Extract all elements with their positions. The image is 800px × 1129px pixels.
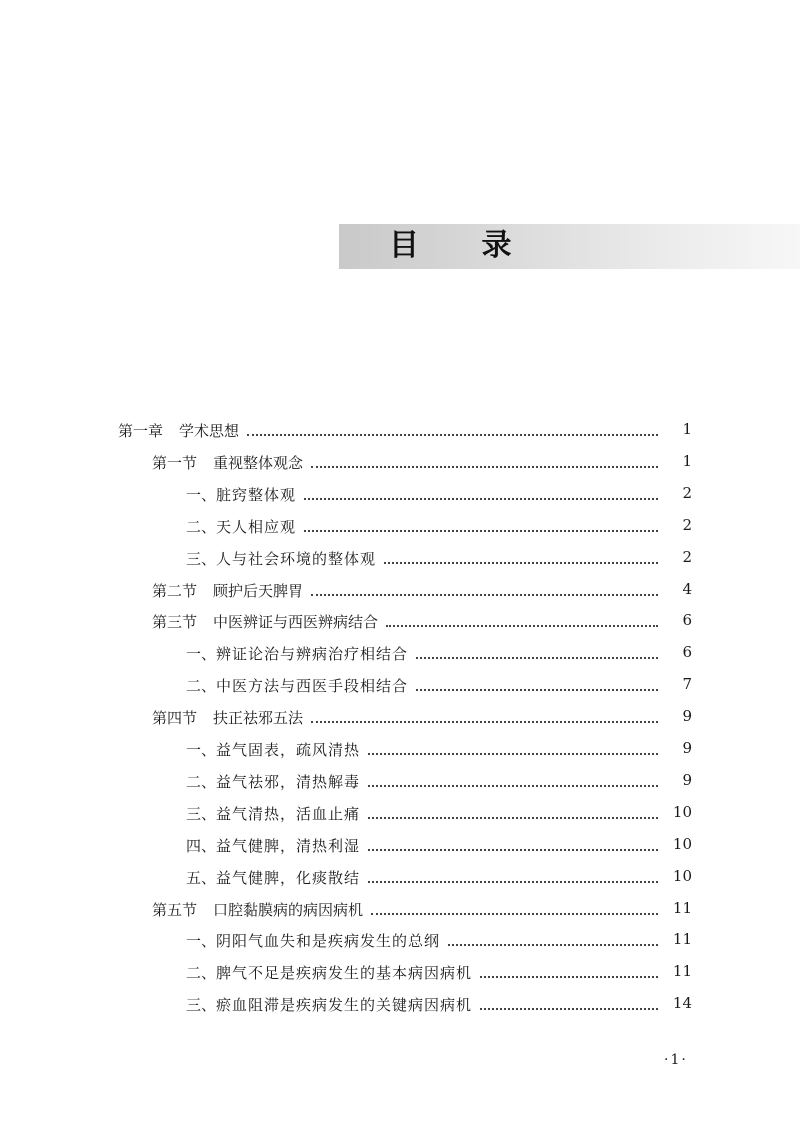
toc-entry-title: 脏窍整体观 bbox=[216, 486, 297, 504]
toc-entry-number: 三、 bbox=[186, 805, 217, 823]
toc-entry-page: 11 bbox=[672, 899, 692, 917]
toc-entry-page: 6 bbox=[682, 643, 692, 661]
toc-entry[interactable] bbox=[186, 513, 692, 537]
toc-entry-label bbox=[186, 931, 440, 951]
dot-leader bbox=[371, 913, 658, 915]
toc-entry[interactable] bbox=[186, 768, 692, 792]
toc-entry-title: 益气祛邪，清热解毒 bbox=[216, 773, 361, 791]
toc-entry-page: 11 bbox=[672, 962, 692, 980]
dot-leader bbox=[416, 689, 658, 691]
dot-leader bbox=[384, 562, 658, 564]
toc-entry-title: 阴阳气血失和是疾病发生的总纲 bbox=[216, 932, 441, 950]
toc-entry[interactable] bbox=[152, 608, 692, 632]
toc-entry-title: 中医辨证与西医辨病结合 bbox=[213, 613, 379, 631]
toc-entry-title: 重视整体观念 bbox=[213, 454, 304, 472]
toc-entry-page: 10 bbox=[672, 867, 692, 885]
dot-leader bbox=[311, 466, 658, 468]
toc-entry[interactable] bbox=[152, 704, 692, 728]
toc-entry-label bbox=[152, 612, 378, 632]
toc-entry-page: 2 bbox=[682, 548, 692, 566]
toc-entry-page: 1 bbox=[682, 452, 692, 470]
toc-entry-title: 天人相应观 bbox=[216, 518, 297, 536]
toc-entry[interactable] bbox=[118, 417, 692, 441]
dot-leader bbox=[416, 657, 658, 659]
toc-entry[interactable] bbox=[186, 672, 692, 696]
toc-entry[interactable] bbox=[186, 800, 692, 824]
toc-entry-label bbox=[186, 517, 296, 537]
dot-leader bbox=[368, 817, 658, 819]
page-title: 目 录 bbox=[389, 228, 538, 263]
toc-entry-page: 1 bbox=[682, 420, 692, 438]
toc-entry-title: 益气健脾，化痰散结 bbox=[216, 869, 361, 887]
toc-entry-number: 第一节 bbox=[152, 454, 198, 472]
toc-entry-title: 学术思想 bbox=[179, 422, 240, 440]
toc-entry-title: 中医方法与西医手段相结合 bbox=[216, 677, 409, 695]
dot-leader bbox=[368, 881, 658, 883]
toc-entry[interactable] bbox=[186, 545, 692, 569]
dot-leader bbox=[480, 1008, 658, 1010]
toc-entry-title: 人与社会环境的整体观 bbox=[216, 550, 377, 568]
dot-leader bbox=[480, 976, 658, 978]
toc-entry-number: 一、 bbox=[186, 932, 217, 950]
toc-entry-number: 第五节 bbox=[152, 901, 198, 919]
toc-entry[interactable] bbox=[152, 896, 692, 920]
toc-entry-number: 三、 bbox=[186, 996, 217, 1014]
toc-entry-page: 6 bbox=[682, 611, 692, 629]
toc-entry[interactable] bbox=[186, 959, 692, 983]
toc-entry[interactable] bbox=[186, 640, 692, 664]
toc-entry-label bbox=[186, 549, 376, 569]
toc-entry[interactable] bbox=[186, 736, 692, 760]
toc-entry-title: 顾护后天脾胃 bbox=[213, 582, 304, 600]
toc-entry[interactable] bbox=[186, 832, 692, 856]
toc-entry-label bbox=[152, 581, 303, 601]
toc-entry-title: 益气清热，活血止痛 bbox=[216, 805, 361, 823]
toc-entry-number: 五、 bbox=[186, 869, 217, 887]
dot-leader bbox=[368, 753, 658, 755]
toc-entry-number: 四、 bbox=[186, 837, 217, 855]
toc-entry-label bbox=[118, 421, 239, 441]
dot-leader bbox=[386, 625, 658, 627]
toc-entry-page: 2 bbox=[682, 484, 692, 502]
toc-entry-number: 二、 bbox=[186, 964, 217, 982]
toc-entry-number: 二、 bbox=[186, 677, 217, 695]
toc-entry-page: 10 bbox=[672, 835, 692, 853]
dot-leader bbox=[368, 849, 658, 851]
dot-leader bbox=[368, 785, 658, 787]
toc-entry-page: 7 bbox=[682, 675, 692, 693]
dot-leader bbox=[304, 530, 658, 532]
toc-entry-number: 三、 bbox=[186, 550, 217, 568]
toc-entry[interactable] bbox=[152, 577, 692, 601]
toc-entry-number: 一、 bbox=[186, 486, 217, 504]
toc-entry-label bbox=[186, 868, 360, 888]
toc-entry-number: 一、 bbox=[186, 741, 217, 759]
dot-leader bbox=[311, 721, 658, 723]
toc-entry-page: 11 bbox=[672, 930, 692, 948]
toc-entry-title: 益气健脾，清热利湿 bbox=[216, 837, 361, 855]
dot-leader bbox=[304, 498, 658, 500]
toc-entry-label bbox=[186, 836, 360, 856]
toc-entry-title: 辨证论治与辨病治疗相结合 bbox=[216, 645, 409, 663]
toc-entry[interactable] bbox=[186, 927, 692, 951]
toc-entry-title: 益气固表，疏风清热 bbox=[216, 741, 361, 759]
toc-entry-page: 9 bbox=[682, 739, 692, 757]
toc-entry-title: 瘀血阻滞是疾病发生的关键病因病机 bbox=[216, 996, 473, 1014]
toc-entry-number: 第四节 bbox=[152, 709, 198, 727]
toc-entry-label bbox=[152, 708, 303, 728]
toc-entry-label bbox=[186, 995, 472, 1015]
toc-entry[interactable] bbox=[186, 991, 692, 1015]
toc-entry-number: 第二节 bbox=[152, 582, 198, 600]
toc-entry-label bbox=[186, 740, 360, 760]
toc-entry-page: 10 bbox=[672, 803, 692, 821]
toc-entry-label bbox=[186, 963, 472, 983]
toc-entry-label bbox=[152, 900, 363, 920]
toc-entry-label bbox=[152, 453, 303, 473]
dot-leader bbox=[448, 944, 658, 946]
toc-entry[interactable] bbox=[186, 864, 692, 888]
toc-entry-number: 一、 bbox=[186, 645, 217, 663]
toc-entry-title: 扶正祛邪五法 bbox=[213, 709, 304, 727]
toc-entry-page: 2 bbox=[682, 516, 692, 534]
toc-entry-page: 14 bbox=[672, 994, 692, 1012]
page-number: ·1· bbox=[664, 1052, 688, 1068]
toc-entry[interactable] bbox=[186, 481, 692, 505]
toc-entry-page: 4 bbox=[682, 580, 692, 598]
toc-entry-label bbox=[186, 676, 408, 696]
toc-entry-number: 二、 bbox=[186, 518, 217, 536]
toc-entry-page: 9 bbox=[682, 771, 692, 789]
toc-entry-page: 9 bbox=[682, 707, 692, 725]
toc-entry-number: 第一章 bbox=[118, 422, 164, 440]
toc-entry-title: 口腔黏膜病的病因病机 bbox=[213, 901, 364, 919]
dot-leader bbox=[247, 434, 658, 436]
toc-entry-number: 第三节 bbox=[152, 613, 198, 631]
toc-entry-label bbox=[186, 804, 360, 824]
toc-entry[interactable] bbox=[152, 449, 692, 473]
toc-entry-label bbox=[186, 485, 296, 505]
toc-entry-number: 二、 bbox=[186, 773, 217, 791]
toc-entry-title: 脾气不足是疾病发生的基本病因病机 bbox=[216, 964, 473, 982]
dot-leader bbox=[311, 594, 658, 596]
toc-entry-label bbox=[186, 644, 408, 664]
toc-entry-label bbox=[186, 772, 360, 792]
